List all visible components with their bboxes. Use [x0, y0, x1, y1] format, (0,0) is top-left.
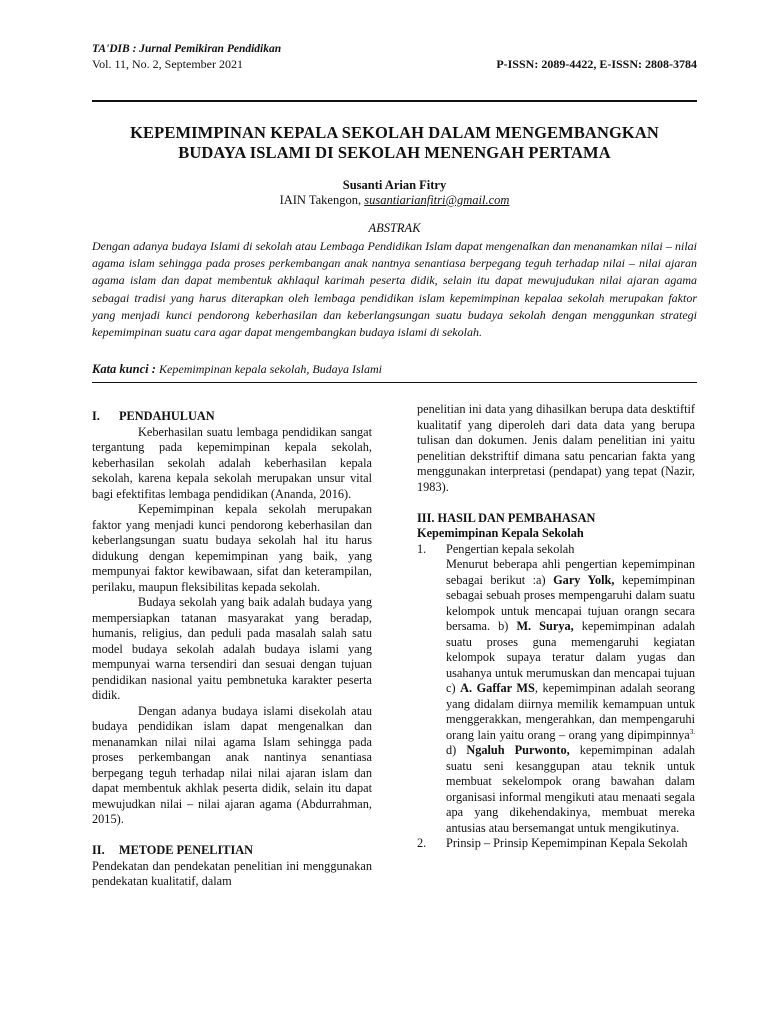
footnote-ref: 3.	[689, 727, 695, 736]
header-rule	[92, 100, 697, 102]
volume-line	[92, 57, 697, 72]
institution: IAIN Takengon,	[279, 193, 362, 207]
author-affiliation	[92, 193, 697, 208]
volume-info: Vol. 11, No. 2, September 2021	[92, 57, 243, 71]
title-line-1: KEPEMIMPINAN KEPALA SEKOLAH DALAM MENGEMBANGKAN	[130, 123, 659, 142]
right-column	[417, 402, 695, 852]
paragraph: Keberhasilan suatu lembaga pendidikan sangat tergantung pada kepemimpinan kepala sekolah, keberhasilan sekolah adalah keberhasilan kepala sekolah, karena kepala sekolah merupakan unsur vital bagi efektifitas lembaga pendidikan (Ananda, 2016).	[92, 424, 372, 501]
keywords-label: Kata kunci :	[92, 362, 156, 376]
section-heading-results: III. HASIL DAN PEMBAHASAN	[417, 510, 596, 525]
section-heading-method	[92, 843, 372, 859]
keywords	[92, 362, 697, 377]
list-item	[417, 836, 695, 852]
author-ref: A. Gaffar MS	[460, 681, 535, 695]
list-number: 1.	[417, 541, 427, 556]
paper-title	[92, 123, 697, 163]
author-name: Susanti Arian Fitry	[342, 178, 447, 192]
issn-info: P-ISSN: 2089-4422, E-ISSN: 2808-3784	[496, 57, 697, 71]
keywords-rule	[92, 382, 697, 383]
author-ref: Gary Yolk,	[553, 572, 615, 587]
keywords-text: Kepemimpinan kepala sekolah, Budaya Islami	[159, 362, 382, 376]
text-span: kepemimpinan adalah suatu seni kesanggupan atau teknik untuk membuat sekelompok orang bawahan dalam organisasi informal mengikuti atau menaati segala apa yang dikehendakinya, membuat mereka antusias atau bersemangat untuk mengikutinya.	[446, 743, 695, 835]
list-number: 2.	[417, 836, 427, 850]
author-ref: M. Surya,	[516, 619, 574, 633]
title-line-2: BUDAYA ISLAMI DI SEKOLAH MENENGAH PERTAMA	[178, 143, 611, 162]
section-number: II.	[92, 843, 105, 857]
list-item-title: Pengertian kepala sekolah	[446, 541, 575, 556]
left-column	[92, 409, 372, 890]
section-title: PENDAHULUAN	[119, 409, 215, 423]
list-item-title: Prinsip – Prinsip Kepemimpinan Kepala Sekolah	[446, 836, 688, 850]
text-span: d)	[446, 743, 457, 757]
paragraph: Pendekatan dan pendekatan penelitian ini menggunakan pendekatan kualitatif, dalam	[92, 858, 372, 888]
journal-name: TA'DIB : Jurnal Pemikiran Pendidikan	[92, 43, 282, 55]
text-span: , kepemimpinan adalah seorang yang didalam diirnya memilik kemampuan untuk menggerakkan, mengerahkan, dan mempengaruhi orang lain yaitu orang – orang yang dipimpinnya	[446, 681, 695, 742]
section-heading-introduction	[92, 409, 372, 425]
abstract-text: Dengan adanya budaya Islami di sekolah atau Lembaga Pendidikan Islam dapat mengenalkan dan menanamkan nilai – nilai agama islam sehingga pada proses perkembangan anak nantnya senantiasa berpegang teguh terhadap nilai – nilai ajaran agama islam dan dapat membentuk akhlaqul karimah peserta didik, selain itu dapat mewujudukan nilai ajaran agama sebagai tradisi yang harus diterapkan oleh lembaga pendidikan islam kepemimpinan kepalaa sekolah merupakan faktor yang menjadi kunci pendorong keberhasilan dan keberlangsungan suatu budaya sekolah dengan menggunkan strategi kepemimpinan suatu cara agar dapat mengembangkan budaya islami di sekolah.	[92, 239, 697, 340]
text-span: kepemimpinan adalah suatu proses guna memengaruhi kegiatan kelompok supaya teratur dalam yugas dan usahanya untuk merumuskan dan mencapai tujuan c)	[446, 619, 696, 695]
definitions-paragraph	[446, 557, 695, 836]
paragraph: Dengan adanya budaya islami disekolah atau budaya pendidikan islam dapat mengenalkan dan menanamkan nilai nilai agama Islam sehingga pada proses perkembangan anak nantinya senantiasa berpegang teguh terhadap nilai nilai ajaran islam dan dapat membentuk akhlak peserta didik, selain itu dapat mewujudkan nilai – nilai ajaran agama (Abdurrahman, 2015).	[92, 703, 372, 826]
paragraph: Budaya sekolah yang baik adalah budaya yang mempersiapkan tatanan masyarakat yang beradap, humanis, religius, dan peduli pada masalah salah satu model budaya sekolah adalah budaya islami yang mempunyai warna tersendiri dan sesuai dengan tujuan pendidikan nasional yaitu pembnetuka karakter peserta didik.	[92, 595, 372, 702]
paragraph: penelitian ini data yang dihasilkan berupa data desktiftif kualitatif yang diperoleh dari data data yang berupa tulisan dan dokumen. Jenis dalam penelitian ini yaitu penelitian dekstriftif dimana satu pencarian fakta yang menggunakan interpretasi (pendapat) yang tepat (Nazir, 1983).	[417, 402, 695, 494]
section-number: I.	[92, 409, 100, 423]
text-span: Menurut beberapa ahli pengertian kepemimpinan sebagai berikut :a)	[446, 557, 695, 587]
author-ref: Ngaluh Purwonto,	[466, 743, 570, 757]
list-item	[417, 542, 695, 837]
subsection-heading: Kepemimpinan Kepala Sekolah	[417, 526, 584, 540]
abstract-heading: ABSTRAK	[368, 221, 421, 235]
section-title: METODE PENELITIAN	[119, 843, 254, 857]
text-span: kepemimpinan sebagai sebuah proses mempengaruhi dalam suatu kelompok untuk mencapai tujuan orangn secara bersama. b)	[446, 572, 696, 633]
email-link[interactable]: susantiarianfitri@gmail.com	[364, 193, 510, 207]
paragraph: Kepemimpinan kepala sekolah merupakan faktor yang menjadi kunci pendorong keberhasilan dan keberlangsungan suatu budaya sekolah hal itu harus didukung dengan kepemimpinan yang baik, yang mempunyai faktor kewibawaan, sifat dan keterampilan, perilaku, maupun fleksibilitas kepada sekolah.	[92, 502, 372, 594]
